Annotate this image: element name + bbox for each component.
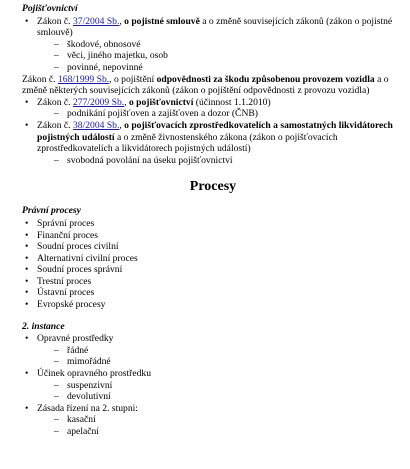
bold-text: o pojišťovnictví (128, 96, 194, 108)
list-item: • Soudní proces civilní (22, 241, 404, 253)
list-item: • Evropské procesy (22, 299, 404, 311)
section-title-pojistovnictvi: Pojišťovnictví (22, 3, 78, 14)
text: a o změně živnostenského zákona (zákon o pojišťovacích zprostředkovatelích a likvidátorech pojistných událostí) (37, 131, 338, 155)
list-item-law-37-2004 (22, 16, 404, 39)
list-item: • Trestní proces (22, 276, 404, 288)
list-item: • Účinek opravného prostředku (22, 368, 404, 380)
sub-item: – kasační (22, 414, 404, 426)
text: a o změně souvisejících zákonů (zákon o pojistné smlouvě) (37, 15, 393, 39)
sub-item: – svobodná povolání na úseku pojišťovnictví (22, 155, 404, 167)
law-link-38-2004[interactable]: 38/2004 Sb. (72, 119, 120, 131)
law-link-277-2009[interactable]: 277/2009 Sb. (72, 96, 125, 108)
list-item: • Finanční proces (22, 230, 404, 242)
paragraph-law-168-1999 (0, 74, 404, 97)
sub-item: – mimořádné (22, 356, 404, 368)
sub-item: – škodové, obnosové (22, 39, 404, 51)
list-item: • Opravné prostředky (22, 333, 404, 345)
heading-procesy: Procesy (189, 179, 237, 195)
text: , o pojištění (109, 73, 157, 85)
sub-item: – apelační (22, 426, 404, 438)
text: (účinnost 1.1.2010) (193, 96, 271, 108)
list-item-law-38-2004 (22, 120, 404, 155)
sub-item: – povinné, nepovinné (22, 62, 404, 74)
list-item: • Ústavní proces (22, 287, 404, 299)
law-link-37-2004[interactable]: 37/2004 Sb. (72, 15, 120, 27)
sub-item: – řádné (22, 345, 404, 357)
bold-text: o pojistné smlouvě (124, 15, 200, 27)
text: , (124, 96, 129, 108)
list-item: • Zásada řízení na 2. stupni: (22, 403, 404, 415)
text: a o změně některých souvisejících zákonů (zákon o pojištění odpovědnosti z provozu vozidla) (22, 73, 389, 97)
list-item: • Soudní proces správní (22, 264, 404, 276)
text: , (119, 119, 125, 131)
list-item: • Správní proces (22, 218, 404, 230)
sub-item: – suspenzivní (22, 380, 404, 392)
text: Zákon č. (37, 15, 73, 27)
sub-item: – věci, jiného majetku, osob (22, 50, 404, 62)
text: Zákon č. (22, 73, 58, 85)
text: , (119, 15, 125, 27)
list-item-law-277-2009 (22, 97, 404, 109)
section-title-2-instance: 2. instance (22, 320, 65, 332)
list-item: • Alternativní civilní proces (22, 253, 404, 265)
sub-item: – devolutivní (22, 391, 404, 403)
section-title-pravni-procesy: Právní procesy (22, 205, 81, 217)
bold-text: o pojišťovacích zprostředkovatelích a samostatných likvidátorech pojistných událostí (37, 119, 393, 143)
sub-item: – podnikání pojišťoven a zajišťoven a dozor (ČNB) (22, 108, 404, 120)
text: Zákon č. (37, 119, 73, 131)
law-link-168-1999[interactable]: 168/1999 Sb. (57, 73, 110, 85)
text: Zákon č. (37, 96, 73, 108)
bold-text: odpovědnosti za škodu způsobenou provozem vozidla (156, 73, 375, 85)
